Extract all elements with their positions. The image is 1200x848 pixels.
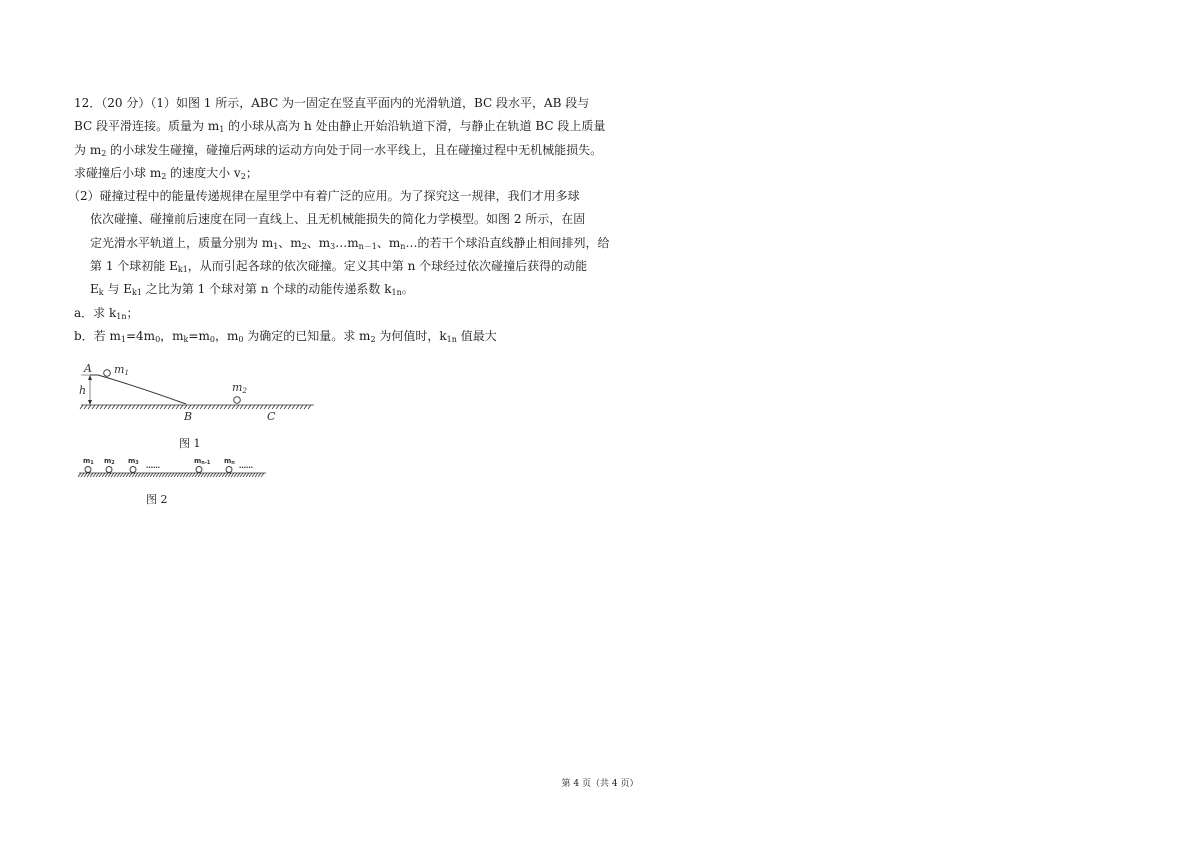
figure-2-caption: 图 2 (146, 493, 168, 506)
question-b: b．若 $m_1=4m_0$，$m_k=m_0$，$m_0$ 为确定的已知量。求 $m_2$ 为何值时，$k_{1n}$ 值最大 (74, 328, 497, 344)
hatch-mark (78, 473, 81, 477)
hatch-mark (252, 473, 255, 477)
hatch-mark (255, 473, 258, 477)
p1-line-1-text: 12．（20 分）（1）如图 1 所示，ABC 为一固定在竖直平面内的光滑轨道，BC 段水平，AB 段与 (74, 96, 590, 110)
hatch-mark (126, 473, 129, 477)
hatch-mark (168, 473, 171, 477)
hatch-mark (236, 405, 239, 409)
p1-line-3-text: 为 $m_2$ 的小球发生碰撞，碰撞后两球的运动方向处于同一水平线上，且在碰撞过程中无机械能损失。 (74, 142, 603, 158)
hatch-mark (231, 473, 234, 477)
hatch-mark (210, 473, 213, 477)
hatch-mark (222, 473, 225, 477)
hatch-mark (260, 405, 263, 409)
hatch-mark (246, 473, 249, 477)
hatch-mark (195, 473, 198, 477)
p2-line-4: 第 1 个球初能 $E_{k1}$，从而引起各球的依次碰撞。定义其中第 n 个球经过依次碰撞后获得的动能 (90, 259, 588, 275)
hatch-mark (304, 405, 307, 409)
hatch-mark (176, 405, 179, 409)
hatch-mark (249, 473, 252, 477)
figure-1-diagram (76, 362, 326, 422)
hatch-mark (108, 405, 111, 409)
hatch-mark (165, 473, 168, 477)
ball-m1 (104, 370, 111, 377)
hatch-mark (192, 405, 195, 409)
p1-line-2 (74, 115, 606, 138)
hatch-mark (300, 405, 303, 409)
ground-hatch (80, 405, 314, 409)
hatch-mark (124, 405, 127, 409)
hatch-mark (207, 473, 210, 477)
hatch-mark (88, 405, 91, 409)
hatch-mark (216, 473, 219, 477)
hatch-mark (132, 405, 135, 409)
hatch-mark (196, 405, 199, 409)
p1-line-3 (74, 139, 603, 162)
hatch-mark (87, 473, 90, 477)
hatch-mark (148, 405, 151, 409)
hatch-mark (111, 473, 114, 477)
hatch-mark (308, 405, 311, 409)
hatch-mark (284, 405, 287, 409)
hatch-mark (201, 473, 204, 477)
ground-hatch-2 (78, 473, 266, 477)
hatch-mark (81, 473, 84, 477)
hatch-mark (99, 473, 102, 477)
ball-m2 (106, 467, 112, 473)
p2-line-1: （2）碰撞过程中的能量传递规律在屋里学中有着广泛的应用。为了探究这一规律，我们才用多球 (68, 189, 580, 204)
hatch-mark (228, 473, 231, 477)
hatch-mark (296, 405, 299, 409)
hatch-mark (219, 473, 222, 477)
hatch-mark (272, 405, 275, 409)
hatch-mark (114, 473, 117, 477)
hatch-mark (156, 473, 159, 477)
hatch-mark (144, 405, 147, 409)
hatch-mark (153, 473, 156, 477)
hatch-mark (93, 473, 96, 477)
hatch-mark (177, 473, 180, 477)
ball-mn-1 (196, 467, 202, 473)
label-m1: m1 (83, 457, 94, 466)
hatch-mark (129, 473, 132, 477)
hatch-mark (96, 405, 99, 409)
hatch-mark (84, 405, 87, 409)
h-arrow-down (88, 400, 92, 405)
hatch-mark (164, 405, 167, 409)
hatch-mark (120, 405, 123, 409)
hatch-mark (132, 473, 135, 477)
hatch-mark (186, 473, 189, 477)
hatch-mark (104, 405, 107, 409)
hatch-mark (200, 405, 203, 409)
hatch-mark (141, 473, 144, 477)
p1-line-2-text: BC 段平滑连接。质量为 $m_1$ 的小球从高为 h 处由静止开始沿轨道下滑，与静止在轨道 BC 段上质量 (74, 119, 606, 135)
hatch-mark (225, 473, 228, 477)
hatch-mark (168, 405, 171, 409)
hatch-mark (240, 405, 243, 409)
hatch-mark (162, 473, 165, 477)
hatch-mark (140, 405, 143, 409)
hatch-mark (258, 473, 261, 477)
hatch-mark (280, 405, 283, 409)
p2-line-3: 定光滑水平轨道上，质量分别为 $m_1$、$m_2$、$m_3\dots m_{n-1}$、$m_n\dots$的若干个球沿直线静止相间排列，给 (90, 235, 610, 251)
label-A: A (84, 362, 92, 375)
label-mn: mn (224, 457, 235, 466)
label-m1: m1 (114, 363, 129, 377)
hatch-mark (276, 405, 279, 409)
hatch-mark (204, 473, 207, 477)
hatch-mark (180, 473, 183, 477)
ball-m2 (234, 397, 241, 404)
hatch-mark (224, 405, 227, 409)
label-m2: m2 (232, 381, 247, 395)
hatch-mark (117, 473, 120, 477)
hatch-mark (264, 405, 267, 409)
ball-m3 (130, 467, 136, 473)
hatch-mark (112, 405, 115, 409)
label-h: h (79, 384, 87, 397)
hatch-mark (192, 473, 195, 477)
hatch-mark (96, 473, 99, 477)
hatch-mark (237, 473, 240, 477)
hatch-mark (261, 473, 264, 477)
hatch-mark (160, 405, 163, 409)
hatch-mark (84, 473, 87, 477)
ellipsis-dots: …… (239, 462, 253, 470)
hatch-mark (232, 405, 235, 409)
hatch-mark (243, 473, 246, 477)
hatch-mark (147, 473, 150, 477)
hatch-mark (198, 473, 201, 477)
hatch-mark (80, 405, 83, 409)
ball-row (83, 457, 253, 473)
hatch-mark (234, 473, 237, 477)
hatch-mark (216, 405, 219, 409)
hatch-mark (108, 473, 111, 477)
hatch-mark (208, 405, 211, 409)
ball-mn (226, 467, 232, 473)
hatch-mark (220, 405, 223, 409)
hatch-mark (213, 473, 216, 477)
h-arrow-up (88, 375, 92, 380)
hatch-mark (188, 405, 191, 409)
p1-line-1 (74, 92, 594, 115)
problem-text (68, 92, 610, 348)
hatch-mark (183, 473, 186, 477)
label-C: C (267, 410, 276, 422)
hatch-mark (180, 405, 183, 409)
hatch-mark (156, 405, 159, 409)
hatch-mark (144, 473, 147, 477)
hatch-mark (159, 473, 162, 477)
question-a: a．求 $k_{1n}$； (74, 305, 139, 321)
hatch-mark (228, 405, 231, 409)
p2-line-5: $E_k$ 与 $E_{k1}$ 之比为第 1 个球对第 n 个球的动能传递系数 $k_{1n}$。 (90, 282, 414, 298)
hatch-mark (120, 473, 123, 477)
figure-1-caption: 图 1 (179, 437, 201, 450)
hatch-mark (248, 405, 251, 409)
hatch-mark (135, 473, 138, 477)
hatch-mark (184, 405, 187, 409)
hatch-mark (212, 405, 215, 409)
hatch-mark (128, 405, 131, 409)
hatch-mark (240, 473, 243, 477)
hatch-mark (123, 473, 126, 477)
p2-line-2: 依次碰撞、碰撞前后速度在同一直线上、且无机械能损失的简化力学模型。如图 2 所示，在固 (90, 212, 586, 227)
page-footer: 第 4 页（共 4 页） (561, 779, 639, 789)
hatch-mark (189, 473, 192, 477)
label-m2: m2 (104, 457, 115, 466)
hatch-mark (116, 405, 119, 409)
hatch-mark (174, 473, 177, 477)
hatch-mark (171, 473, 174, 477)
hatch-mark (102, 473, 105, 477)
hatch-mark (288, 405, 291, 409)
track-curve (90, 375, 186, 404)
label-B: B (184, 410, 193, 422)
hatch-mark (256, 405, 259, 409)
hatch-mark (92, 405, 95, 409)
hatch-mark (150, 473, 153, 477)
hatch-mark (244, 405, 247, 409)
hatch-mark (90, 473, 93, 477)
hatch-mark (100, 405, 103, 409)
hatch-mark (136, 405, 139, 409)
hatch-mark (252, 405, 255, 409)
figure-2-diagram (76, 457, 276, 483)
ellipsis-dots: …… (146, 462, 160, 470)
hatch-mark (172, 405, 175, 409)
hatch-mark (292, 405, 295, 409)
hatch-mark (138, 473, 141, 477)
p1-line-4: 求碰撞后小球 $m_2$ 的速度大小 $v_2$； (74, 165, 258, 181)
hatch-mark (268, 405, 271, 409)
hatch-mark (105, 473, 108, 477)
hatch-mark (204, 405, 207, 409)
hatch-mark (152, 405, 155, 409)
label-m3: m3 (128, 457, 139, 466)
label-mn-1: mn-1 (194, 457, 211, 466)
ball-m1 (85, 467, 91, 473)
